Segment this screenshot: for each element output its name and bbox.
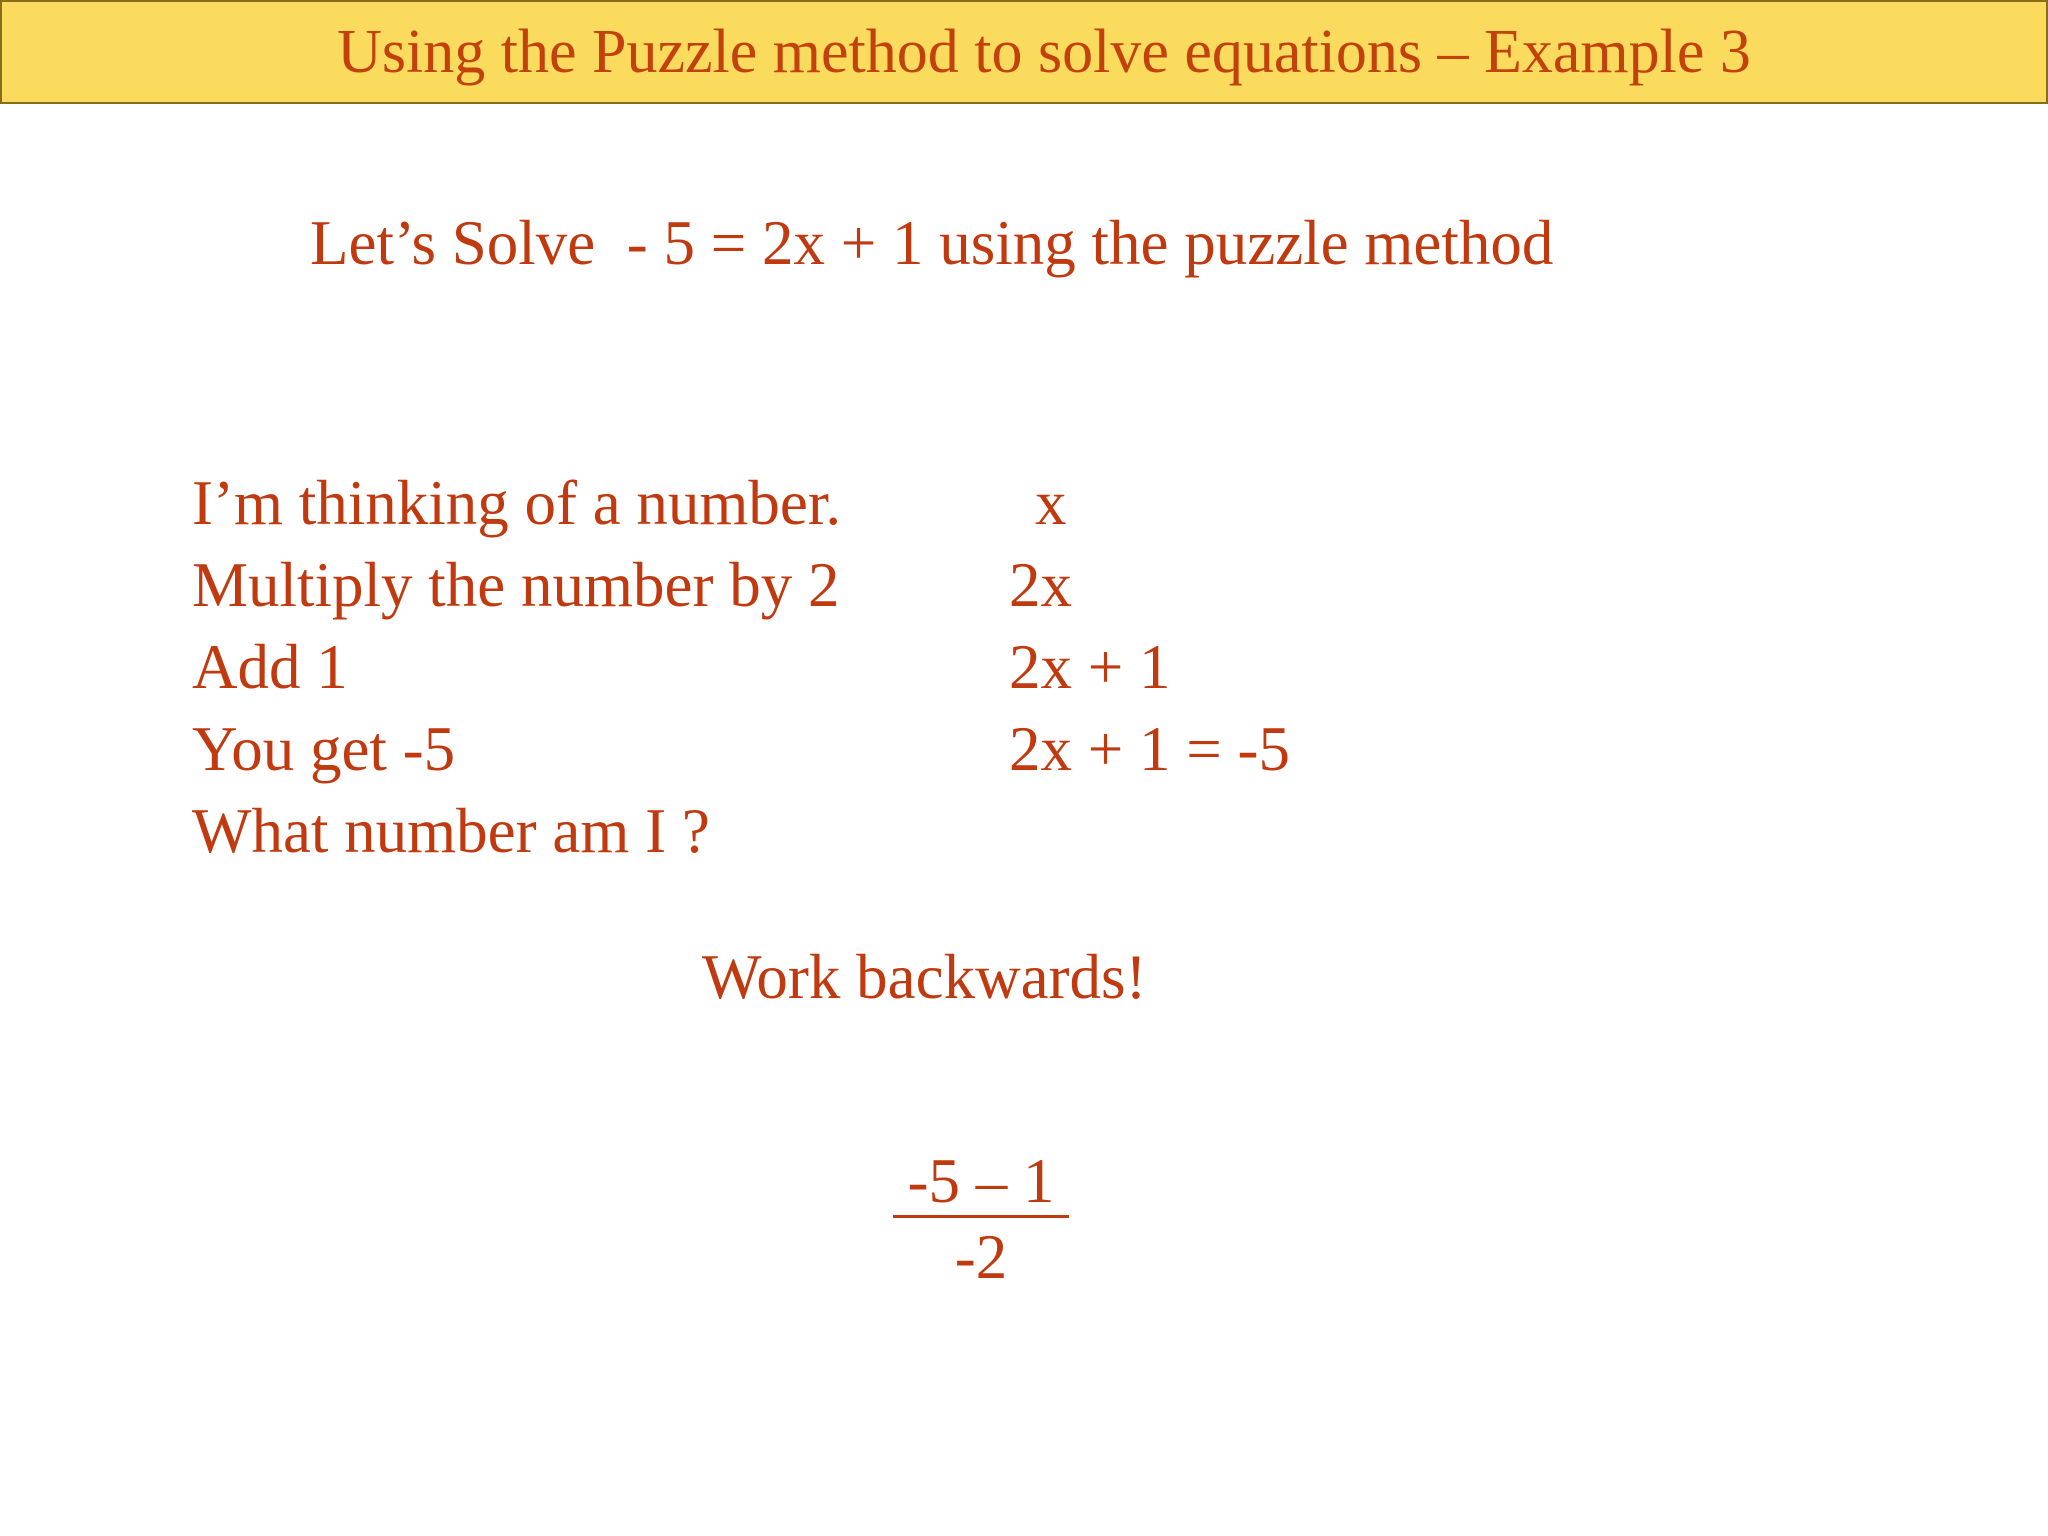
step-expression: x: [1035, 468, 1067, 538]
step-expression: 2x + 1: [1009, 632, 1171, 702]
fraction-denominator: -2: [954, 1222, 1008, 1292]
step-text: Add 1: [192, 632, 348, 702]
step-text: Multiply the number by 2: [192, 550, 840, 620]
title-bar: [0, 0, 2048, 104]
solution-fraction: [893, 1146, 1069, 1292]
step-expression: 2x + 1 = -5: [1009, 714, 1291, 784]
step-text: What number am I ?: [192, 796, 710, 866]
problem-statement: Let’s Solve - 5 = 2x + 1 using the puzzle method: [310, 208, 1554, 278]
step-text: You get -5: [192, 714, 456, 784]
step-expression: 2x: [1009, 550, 1072, 620]
step-text: I’m thinking of a number.: [192, 468, 842, 538]
work-backwards-heading: Work backwards!: [702, 942, 1147, 1012]
page-title: Using the Puzzle method to solve equations – Example 3: [337, 18, 1751, 86]
fraction-numerator: -5 – 1: [893, 1150, 1069, 1218]
